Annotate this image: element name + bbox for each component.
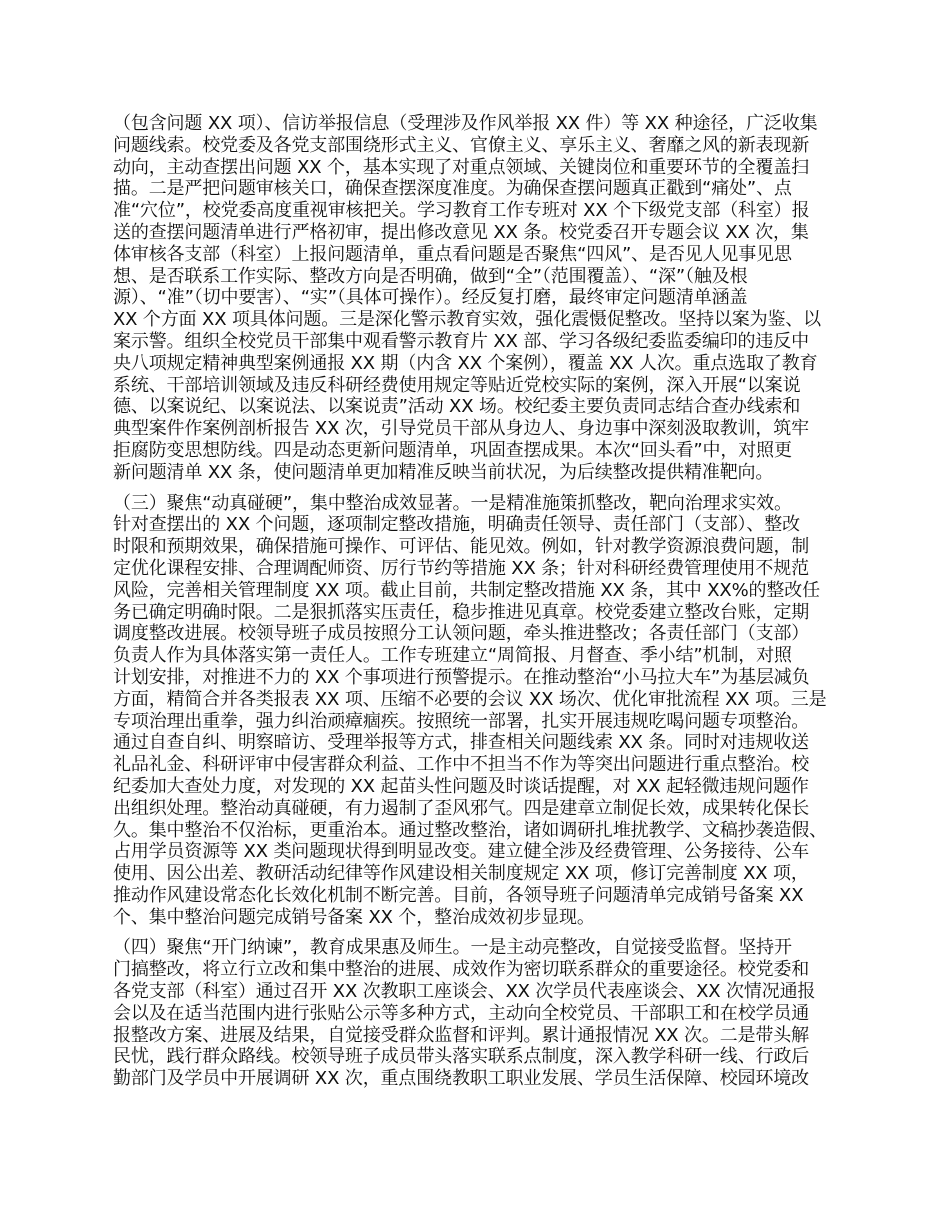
section-heading-line: （三）聚焦“动真碰硬”，集中整治成效显著。一是精准施策抓整改，靶向治理求实效。	[113, 492, 792, 514]
text-line: 计划安排，对推进不力的 XX 个事项进行预警提示。在推动整治“小马拉大车”为基层减负	[113, 666, 810, 688]
text-line: 专项治理出重拳，强力纠治顽瘴痼疾。按照统一部署，扎实开展违规吃喝问题专项整治。	[113, 710, 810, 732]
text-line: （包含问题 XX 项）、信访举报信息（受理涉及作风举报 XX 件）等 XX 种途径，广泛收集	[113, 113, 818, 134]
text-line: 德、以案说纪、以案说法、以案说责”活动 XX 场。校纪委主要负责同志结合查办线索和	[113, 396, 801, 418]
paragraph-section-4-open-door	[113, 937, 853, 1090]
text-line: 负责人作为具体落实第一责任人。工作专班建立“周简报、月督查、季小结”机制，对照	[113, 645, 792, 667]
text-line: 描。二是严把问题审核关口，确保查摆深度准度。为确保查摆问题真正戳到“痛处”、点	[113, 178, 792, 200]
text-line: 占用学员资源等 XX 类问题现状得到明显改变。建立健全涉及经费管理、公务接待、公车	[113, 841, 809, 863]
text-line: 送的查摆问题清单进行严格初审，提出修改意见 XX 条。校党委召开专题会议 XX 次，集	[113, 221, 809, 243]
text-line: 报整改方案、进展及结果，自觉接受群众监督和评判。累计通报情况 XX 次。二是带头解	[113, 1024, 809, 1046]
text-line: 动向，主动查摆出问题 XX 个，基本实现了对重点领域、关键岗位和重要环节的全覆盖扫	[113, 156, 809, 178]
text-line: 使用、因公出差、教研活动纪律等作风建设相关制度规定 XX 项，修订完善制度 XX 项，	[113, 863, 809, 885]
text-line: 民忧，践行群众路线。校领导班子成员带头落实联系点制度，深入教学科研一线、行政后	[113, 1046, 810, 1068]
text-line: 会以及在适当范围内进行张贴公示等多种方式，主动向全校党员、干部职工和在校学员通	[113, 1002, 810, 1024]
text-line: 央八项规定精神典型案例通报 XX 期（内含 XX 个案例），覆盖 XX 人次。重点选取了教育	[113, 352, 818, 374]
text-line: 礼品礼金、科研评审中侵害群众利益、工作中不担当不作为等突出问题进行重点整治。校	[113, 754, 810, 776]
text-line: 通过自查自纠、明察暗访、受理举报等方式，排查相关问题线索 XX 条。同时对违规收送	[113, 732, 809, 754]
text-line: 方面，精简合并各类报表 XX 项、压缩不必要的会议 XX 场次、优化审批流程 XX 项。三是	[113, 688, 827, 710]
text-line: 时限和预期效果，确保措施可操作、可评估、能见效。例如，针对教学资源浪费问题，制	[113, 536, 810, 558]
text-line: 各党支部（科室）通过召开 XX 次教职工座谈会、XX 次学员代表座谈会、XX 次情况通报	[113, 981, 816, 1003]
text-line: 勤部门及学员中开展调研 XX 次，重点围绕教职工职业发展、学员生活保障、校园环境改	[113, 1068, 809, 1090]
text-line: 推动作风建设常态化长效化机制不断完善。目前，各领导班子问题清单完成销号备案 XX	[113, 884, 804, 906]
text-line: 门搞整改，将立行立改和集中整治的进展、成效作为密切联系群众的重要途径。校党委和	[113, 959, 810, 981]
text-line: 久。集中整治不仅治标，更重治本。通过整改整治，诸如调研扎堆扰教学、文稿抄袭造假、	[113, 819, 827, 841]
text-line: 拒腐防变思想防线。四是动态更新问题清单，巩固查摆成果。本次“回头看”中，对照更	[113, 439, 792, 461]
text-line: 纪委加大查处力度，对发现的 XX 起苗头性问题及时谈话提醒，对 XX 起轻微违规问题作	[113, 775, 809, 797]
text-line: 新问题清单 XX 条，使问题清单更加精准反映当前状况，为后续整改提供精准靶向。	[113, 461, 774, 483]
text-line: 问题线索。校党委及各党支部围绕形式主义、官僚主义、享乐主义、奢靡之风的新表现新	[113, 134, 810, 156]
text-line: 典型案件作案例剖析报告 XX 次，引导党员干部从身边人、身边事中深刻汲取教训，筑牢	[113, 418, 809, 440]
section-heading-line: （四）聚焦“开门纳谏”，教育成果惠及师生。一是主动亮整改，自觉接受监督。坚持开	[113, 937, 792, 959]
text-line: 出组织处理。整治动真碰硬，有力遏制了歪风邪气。四是建章立制促长效，成果转化保长	[113, 797, 810, 819]
text-line: 针对查摆出的 XX 个问题，逐项制定整改措施，明确责任领导、责任部门（支部）、整改	[113, 514, 800, 536]
text-line: 准“穴位”，校党委高度重视审核把关。学习教育工作专班对 XX 个下级党支部（科室）报	[113, 200, 810, 222]
text-line: 定优化课程安排、合理调配师资、厉行节约等措施 XX 条；针对科研经费管理使用不规范	[113, 557, 809, 579]
document-page	[113, 113, 853, 1099]
text-line: 体审核各支部（科室）上报问题清单，重点看问题是否聚焦“四风”、是否见人见事见思	[113, 243, 792, 265]
paragraph-problem-review	[113, 113, 853, 484]
text-line: XX 个方面 XX 项具体问题。三是深化警示教育实效，强化震慑促整改。坚持以案为鉴、以	[113, 309, 822, 331]
text-line: 调度整改进展。校领导班子成员按照分工认领问题，牵头推进整改；各责任部门（支部）	[113, 623, 810, 645]
text-line: 源）、“准”（切中要害）、“实”（具体可操作）。经反复打磨，最终审定问题清单涵盖	[113, 287, 748, 309]
text-line: 案示警。组织全校党员干部集中观看警示教育片 XX 部、学习各级纪委监委编印的违反中	[113, 330, 809, 352]
text-line: 务已确定明确时限。二是狠抓落实压责任，稳步推进见真章。校党委建立整改台账，定期	[113, 601, 810, 623]
text-line: 个、集中整治问题完成销号备案 XX 个，整治成效初步显现。	[113, 906, 595, 928]
text-line: 想、是否联系工作实际、整改方向是否明确，做到“全”（范围覆盖）、“深”（触及根	[113, 265, 748, 287]
text-line: 风险，完善相关管理制度 XX 项。截止目前，共制定整改措施 XX 条，其中 XX%的整改任	[113, 579, 820, 601]
paragraph-section-3-rectification	[113, 493, 853, 929]
text-line: 系统、干部培训领域及违反科研经费使用规定等贴近党校实际的案例，深入开展“以案说	[113, 374, 801, 396]
